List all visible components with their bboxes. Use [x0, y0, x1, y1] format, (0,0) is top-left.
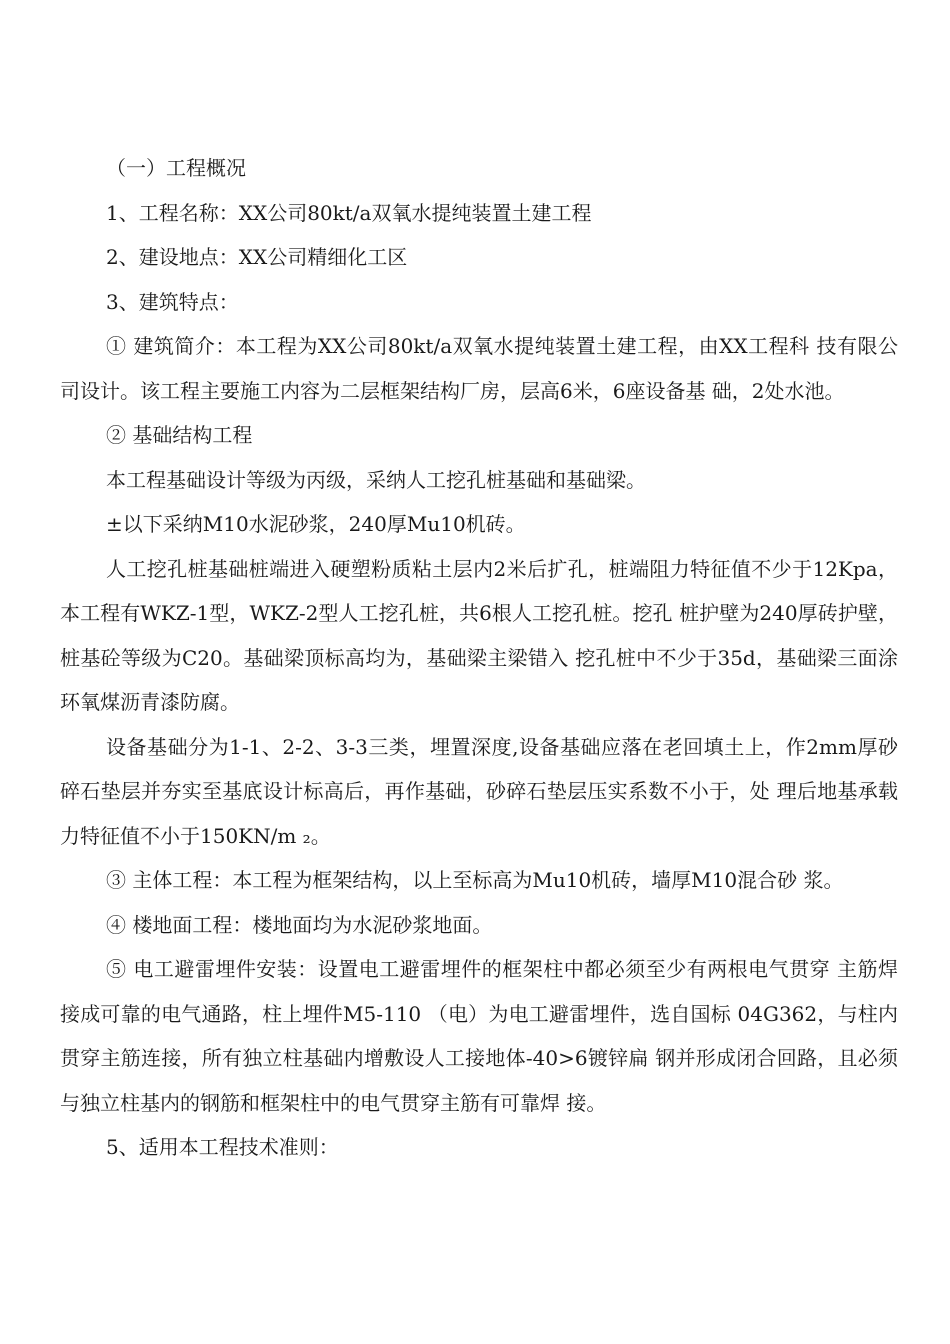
pile-foundation-paragraph: 人工挖孔桩基础桩端进入硬塑粉质粘土层内2米后扩孔，桩端阻力特征值不少于12Kpa，本工程有WKZ-1型，WKZ-2型人工挖孔桩，共6根人工挖孔桩。挖孔 桩护壁为240厚砖护壁，桩基砼等级为C20。基础梁顶标高均为，基础梁主梁错入 挖孔桩中不少于35d，基础梁三面涂环氧煤沥青漆防腐。 [60, 556, 898, 714]
foundation-structure-heading: ② 基础结构工程 [106, 423, 253, 447]
section-heading: （一）工程概况 [106, 156, 246, 180]
mortar-brick-paragraph: ±以下采纳M10水泥砂浆，240厚Mu10机砖。 [106, 512, 526, 536]
technical-standards-heading: 5、适用本工程技术准则： [106, 1135, 339, 1159]
foundation-design-paragraph: 本工程基础设计等级为丙级，采纳人工挖孔桩基础和基础梁。 [106, 467, 646, 492]
lightning-protection-paragraph: ⑤ 电工避雷埋件安装：设置电工避雷埋件的框架柱中都必须至少有两根电气贯穿 主筋焊接成可靠的电气通路，柱上埋件M5-110 （电）为电工避雷埋件，选自国标 04G362，与柱内贯穿主筋连接，所有独立柱基础内增敷设人工接地体-40>6镀锌扁 钢并形成闭合回路，且必须与独立柱基内的钢筋和框架柱中的电气贯穿主筋有可靠焊 接。 [60, 957, 898, 1115]
building-intro-paragraph: ① 建筑简介：本工程为XX公司80kt/a双氧水提纯装置土建工程，由XX工程科 技有限公司设计。该工程主要施工内容为二层框架结构厂房，层高6米，6座设备基 础，2处水池。 [60, 334, 898, 403]
building-features-heading: 3、建筑特点： [106, 289, 239, 314]
document-body [60, 146, 898, 1170]
construction-site-paragraph: 2、建设地点：XX公司精细化工区 [106, 245, 408, 269]
main-structure-paragraph: ③ 主体工程：本工程为框架结构，以上至标高为Mu10机砖，墙厚M10混合砂 浆。 [106, 868, 844, 892]
floor-engineering-paragraph: ④ 楼地面工程：楼地面均为水泥砂浆地面。 [106, 912, 493, 937]
project-name-paragraph: 1、工程名称：XX公司80kt/a双氧水提纯装置土建工程 [106, 200, 592, 225]
equipment-foundation-paragraph: 设备基础分为1-1、2-2、3-3三类，埋置深度,设备基础应落在老回填土上，作2mm厚砂碎石垫层并夯实至基底设计标高后，再作基础，砂碎石垫层压实系数不小于，处 理后地基承载力特征值不小于150KN/m ₂。 [60, 734, 898, 848]
